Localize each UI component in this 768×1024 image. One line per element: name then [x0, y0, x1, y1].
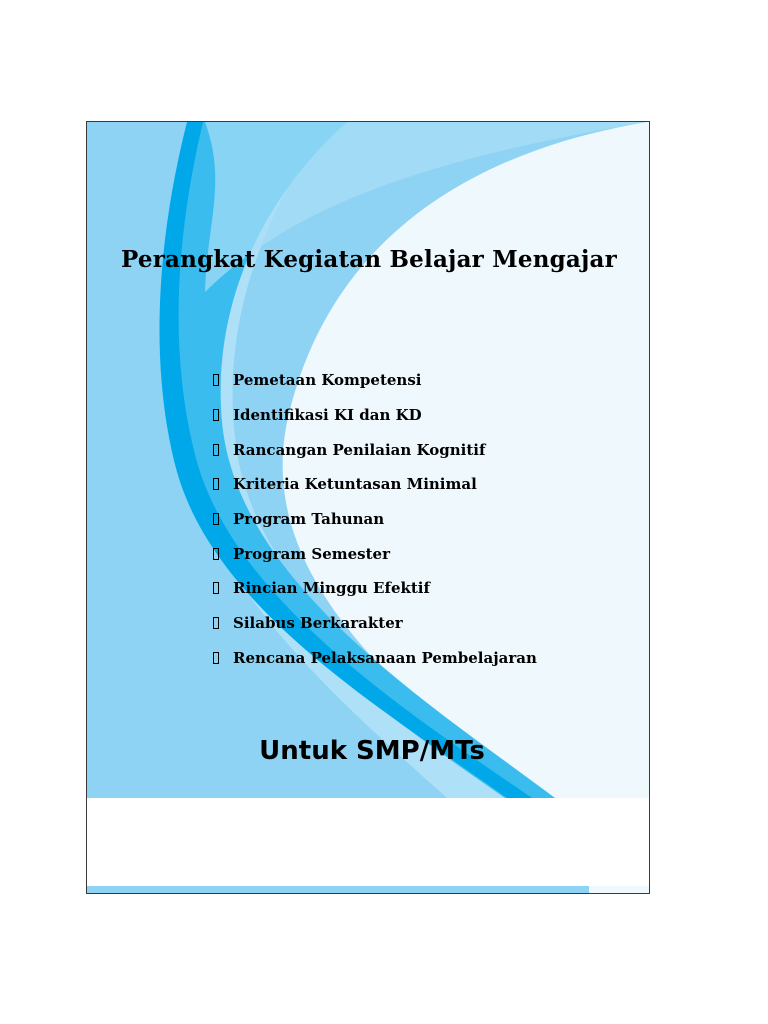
- square-bullet-icon: [213, 374, 219, 386]
- list-item: [207, 398, 537, 433]
- list-item: [207, 606, 537, 641]
- square-bullet-icon: [213, 652, 219, 664]
- list-item-label: Program Tahunan: [233, 510, 385, 529]
- square-bullet-icon: [213, 513, 219, 525]
- list-item-label: Kriteria Ketuntasan Minimal: [233, 475, 477, 494]
- list-item: [207, 363, 537, 398]
- square-bullet-icon: [213, 617, 219, 629]
- list-item: [207, 641, 537, 676]
- list-item-label: Rencana Pelaksanaan Pembelajaran: [233, 648, 537, 667]
- list-item-label: Rancangan Penilaian Kognitif: [233, 440, 486, 459]
- list-item: [207, 467, 537, 502]
- square-bullet-icon: [213, 582, 219, 594]
- list-item-label: Silabus Berkarakter: [233, 614, 403, 633]
- square-bullet-icon: [213, 478, 219, 490]
- document-title: Perangkat Kegiatan Belajar Mengajar: [121, 246, 617, 273]
- cover-page: [86, 121, 650, 894]
- square-bullet-icon: [213, 548, 219, 560]
- document-subtitle: Untuk SMP/MTs: [259, 736, 485, 766]
- list-item-label: Program Semester: [233, 544, 391, 563]
- contents-list: [207, 363, 537, 675]
- list-item: [207, 571, 537, 606]
- list-item-label: Rincian Minggu Efektif: [233, 579, 430, 598]
- square-bullet-icon: [213, 444, 219, 456]
- list-item: [207, 502, 537, 537]
- square-bullet-icon: [213, 409, 219, 421]
- list-item: [207, 432, 537, 467]
- list-item: [207, 536, 537, 571]
- list-item-label: Pemetaan Kompetensi: [233, 371, 422, 390]
- list-item-label: Identifikasi KI dan KD: [233, 406, 422, 425]
